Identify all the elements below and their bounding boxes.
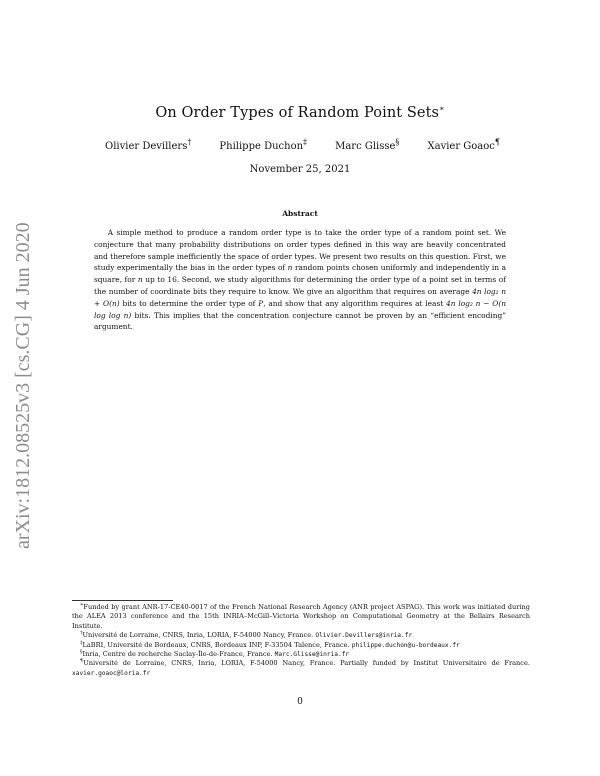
footnote-text: Funded by grant ANR-17-CE40-0017 of the French National Research Agency (ANR project ASPAG). This work was initiated during the ALEA 2013 conference and the 15th INRIA–McGill–Victoria Workshop on Computational Geometry at the Bellairs Research Institute.: [72, 603, 530, 630]
author-mark: ¶: [494, 137, 500, 147]
email-address: philippe.duchon@u-bordeaux.fr: [351, 641, 460, 649]
footnote-mark: †: [80, 630, 83, 637]
page-number: 0: [297, 697, 303, 707]
author-mark: ‡: [303, 137, 308, 147]
author-list: [105, 137, 500, 157]
footnote-text: LaBRI, Université de Bordeaux, CNRS, Bordeaux INP, F-33504 Talence, France.: [82, 640, 352, 649]
author-mark: †: [187, 137, 192, 147]
footnote-mark: §: [80, 648, 83, 655]
math-inline: 4n log₂ n − O(n log log n): [94, 298, 506, 320]
email-address: Marc.Glisse@inria.fr: [274, 651, 350, 659]
footnote-mark: ‡: [80, 639, 83, 646]
math-inline: 4n log₂ n + O(n): [94, 286, 506, 308]
title-text: On Order Types of Random Point Sets: [155, 105, 440, 121]
abstract-text: bits to determine the order type of: [119, 298, 259, 308]
author-name: Philippe Duchon: [219, 141, 304, 152]
email-address: Olivier.Devillers@inria.fr: [315, 632, 413, 640]
footnote-mark: ∗: [80, 601, 84, 608]
abstract-text: A simple method to produce a random order type is to take the order type of a random point set. We conjecture that many probability distributions on order types defined in this way are heavily concentrated and therefore sample inefficiently the space of order types. We present two results on this question. First, we study experimentally the bias in the order types of: [94, 228, 507, 273]
author: [335, 137, 400, 157]
math-inline: P: [258, 298, 264, 308]
author-name: Marc Glisse: [335, 141, 396, 152]
paper-date: November 25, 2021: [249, 164, 351, 175]
math-inline: n: [137, 275, 143, 285]
email-address: xavier.goaoc@loria.fr: [72, 669, 151, 677]
author-name: Xavier Goaoc: [427, 141, 495, 152]
author-mark: §: [395, 137, 400, 147]
footnote-text: Université de Lorraine, CNRS, Inria, LORIA, F-54000 Nancy, France.: [82, 631, 316, 640]
abstract-text: , and show that any algorithm requires at least: [263, 298, 447, 308]
footnote-text: Université de Lorraine, CNRS, Inria, LORIA, F-54000 Nancy, France. Partially funded by Institut Universitaire de France.: [83, 659, 530, 668]
author-name: Olivier Devillers: [105, 141, 188, 152]
author: [105, 137, 192, 157]
abstract-text: bits. This implies that the concentration conjecture cannot be proven by an “efficient encoding” argument.: [94, 310, 506, 332]
footnote-rule: [72, 600, 173, 601]
abstract-heading: Abstract: [282, 209, 318, 218]
footnotes: [72, 603, 530, 678]
title-footnote-mark: ∗: [439, 104, 445, 114]
footnote: [72, 603, 530, 631]
abstract-text: random points chosen uniformly and independently in a square, for: [94, 263, 506, 285]
footnote-mark: ¶: [80, 658, 84, 665]
footnote: [72, 659, 530, 678]
footnote-text: Inria, Centre de recherche Saclay-Île-de-France, France.: [82, 650, 275, 659]
arxiv-stamp: arXiv:1812.08525v3 [cs.CG] 4 Jun 2020: [12, 222, 34, 550]
abstract-text: up to 16. Second, we study algorithms for determining the order type of a point set in terms of the number of coordinate bits they require to know. We give an algorithm that requires on average: [94, 275, 506, 296]
abstract-body: [94, 227, 506, 333]
math-inline: n: [287, 263, 293, 273]
footnote: [72, 631, 530, 640]
paper-title: [0, 105, 600, 121]
author: [219, 137, 308, 157]
author: [427, 137, 500, 157]
footnote: [72, 641, 530, 650]
